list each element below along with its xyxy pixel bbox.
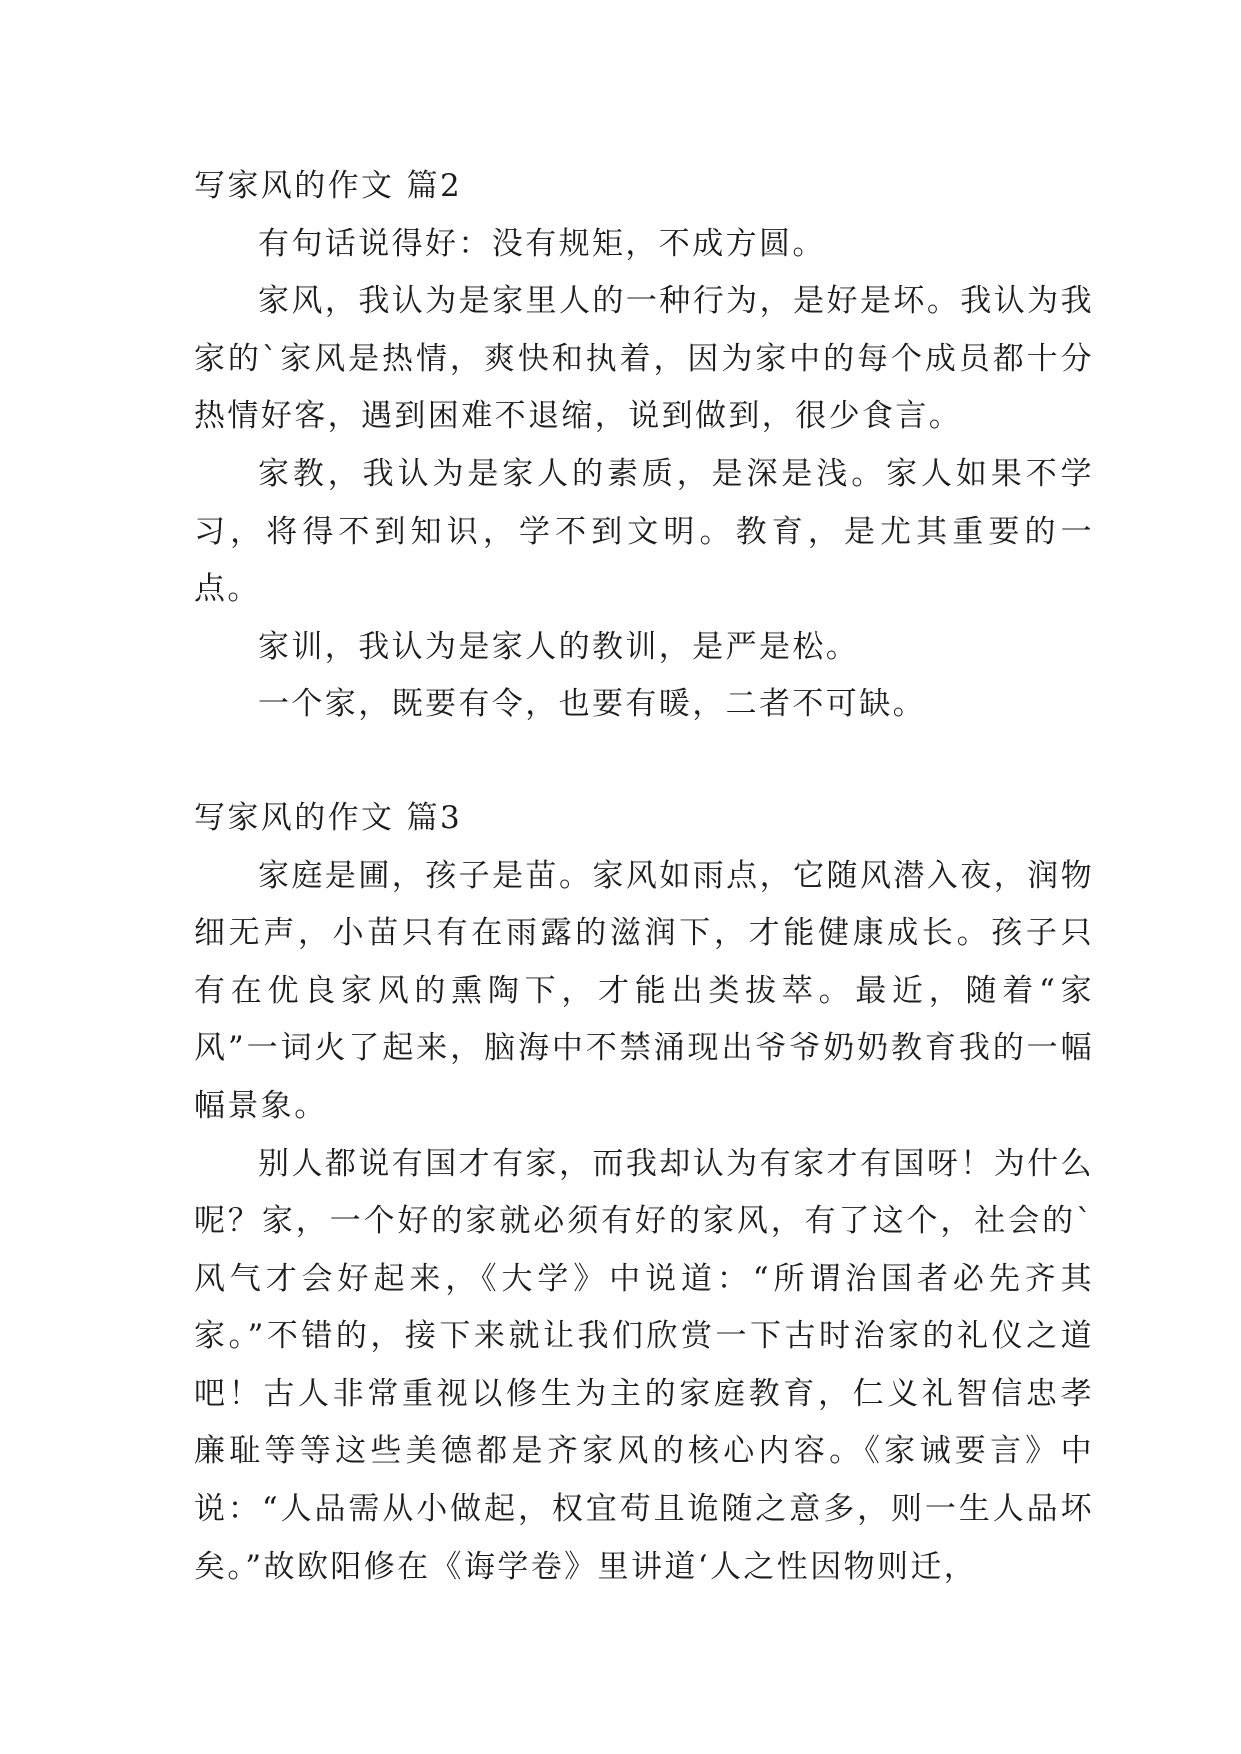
paragraph: 家训，我认为是家人的教训，是严是松。 [258,628,860,665]
paragraph: 一个家，既要有令，也要有暖，二者不可缺。 [258,686,926,723]
essay-section-3 [194,790,1094,1596]
section-heading: 写家风的作文 篇3 [194,799,463,836]
paragraph: 家教，我认为是家人的素质，是深是浅。家人如果不学习，将得不到知识，学不到文明。教育，是尤其重要的一点。 [194,455,1094,608]
paragraph: 家风，我认为是家里人的一种行为，是好是坏。我认为我家的`家风是热情，爽快和执着，因为家中的每个成员都十分热情好客，遇到困难不退缩，说到做到，很少食言。 [194,283,1094,435]
paragraph: 别人都说有国才有家，而我却认为有家才有国呀！为什么呢？家，一个好的家就必须有好的家风，有了这个，社会的`风气才会好起来，《大学》中说道：“所谓治国者必先齐其家。”不错的，接下来就让我们欣赏一下古时治家的礼仪之道吧！古人非常重视以修生为主的家庭教育，仁义礼智信忠孝廉耻等等这些美德都是齐家风的核心内容。《家诫要言》中说：“人品需从小做起，权宜苟且诡随之意多，则一生人品坏矣。”故欧阳修在《诲学卷》里讲道‘人之性因物则迁， [194,1145,1094,1585]
section-heading: 写家风的作文 篇2 [194,168,463,204]
paragraph: 有句话说得好：没有规矩，不成方圆。 [258,225,826,262]
paragraph: 家庭是圃，孩子是苗。家风如雨点，它随风潜入夜，润物细无声，小苗只有在雨露的滋润下，才能健康成长。孩子只有在优良家风的熏陶下，才能出类拔萃。最近，随着“家风”一词火了起来，脑海中不禁涌现出爷爷奶奶教育我的一幅幅景象。 [194,857,1094,1124]
document-body [194,158,1094,1596]
essay-section-2 [194,158,1094,734]
